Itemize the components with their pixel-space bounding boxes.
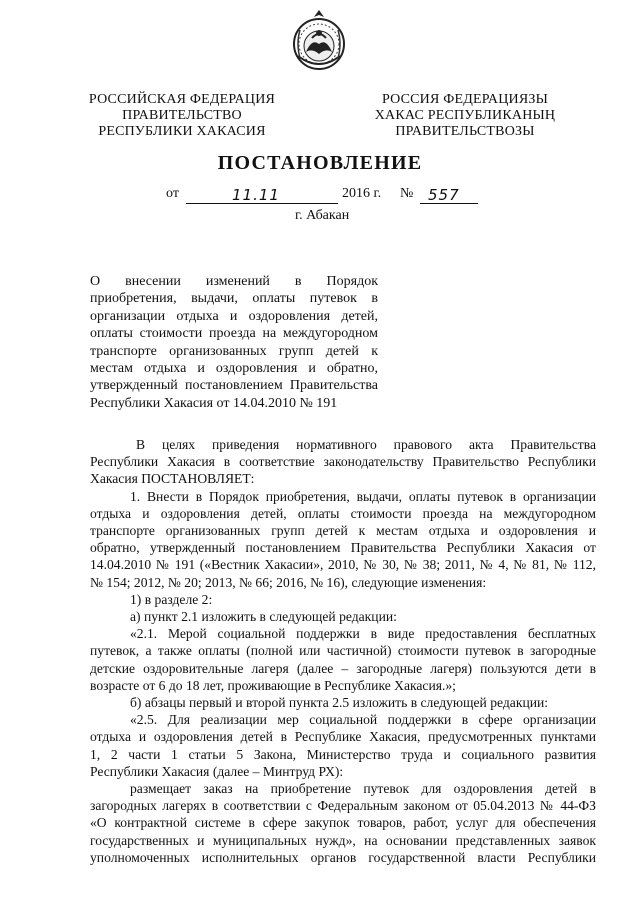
date-prefix: от: [166, 186, 179, 201]
city-name: г. Абакан: [295, 208, 350, 223]
body-line: б) абзацы первый и второй пункта 2.5 изложить в следующей редакции:: [130, 695, 549, 711]
body-line: а) пункт 2.1 изложить в следующей редакции:: [130, 609, 397, 625]
date-year: 2016 г.: [342, 186, 382, 201]
subject-line: организации отдыха и оздоровления детей,: [90, 308, 378, 324]
body-line: «2.5. Для реализации мер социальной поддержки в сфере организации: [130, 712, 596, 728]
header-left-block: [84, 92, 280, 140]
body-line: 14.04.2010 № 191 («Вестник Хакасии», 2010, № 30, № 38; 2011, № 4, № 81, № 112,: [90, 557, 596, 573]
header-left-line: РОССИЙСКАЯ ФЕДЕРАЦИЯ: [88, 92, 276, 107]
handwritten-date: 11.11: [232, 186, 280, 204]
header-left-line: РЕСПУБЛИКИ ХАКАСИЯ: [98, 124, 266, 139]
body-line: «2.1. Мерой социальной поддержки в виде предоставления бесплатных: [130, 626, 596, 642]
handwritten-number: 557: [428, 186, 460, 204]
header-right-block: [362, 92, 568, 140]
header-right-line: ХАКАС РЕСПУБЛИКАНЫҢ: [374, 108, 556, 123]
body-line: В целях приведения нормативного правового акта Правительства: [136, 437, 596, 452]
coat-of-arms-emblem: [288, 8, 350, 74]
header-right-line: ПРАВИТЕЛЬСТВОЗЫ: [395, 124, 535, 139]
body-line: 1) в разделе 2:: [130, 591, 213, 607]
body-line: путевок, а также оплаты (полной или частичной) стоимости путевок в загородные: [90, 643, 596, 659]
body-line: размещает заказ на приобретение путевок для оздоровления детей в: [130, 781, 596, 797]
subject-line: местам отдыха и оздоровления и обратно,: [90, 361, 378, 377]
document-subject: [90, 273, 378, 412]
body-line: № 154; 2012, № 20; 2013, № 66; 2016, № 16), следующие изменения:: [90, 574, 487, 590]
body-line: Хакасия ПОСТАНОВЛЯЕТ:: [90, 471, 255, 487]
body-line: «О контрактной системе в сфере закупок товаров, работ, услуг для обеспечения: [90, 815, 596, 831]
body-line: 1. Внести в Порядок приобретения, выдачи, оплаты путевок в организации: [130, 488, 596, 504]
subject-line: оплаты стоимости проезда на междугородном: [90, 326, 378, 342]
body-line: загородных лагерях в соответствии с Федеральным законом от 05.04.2013 № 44-ФЗ: [90, 798, 596, 814]
subject-line: Республики Хакасия от 14.04.2010 № 191: [90, 395, 338, 411]
header-right-line: РОССИЯ ФЕДЕРАЦИЯЗЫ: [381, 92, 549, 107]
body-line: Республики Хакасия в соответствие законодательству Правительство Республики: [90, 454, 596, 470]
subject-line: утвержденный постановлением Правительства: [90, 378, 378, 394]
body-line: 1, 2 части 1 статьи 5 Закона, Министерство труда и социального развития: [90, 746, 596, 762]
header-left-line: ПРАВИТЕЛЬСТВО: [122, 108, 242, 123]
subject-line: О внесении изменений в Порядок: [90, 274, 378, 289]
body-line: транспорте организованных групп детей к местам отдыха и оздоровления и: [90, 523, 596, 539]
body-line: государственных и муниципальных нужд», на основании представленных заявок: [90, 832, 596, 848]
body-line: отдыха и оздоровления детей в Республике Хакасия, предусмотренных пунктами: [90, 729, 596, 745]
body-line: уполномоченных исполнительных органов государственной власти Республики: [90, 849, 596, 865]
number-sign: №: [400, 186, 414, 201]
body-line: обратно, утвержденный постановлением Правительства Республики Хакасия от: [90, 540, 596, 556]
body-line: возрасте от 6 до 18 лет, проживающие в Республике Хакасия.»;: [90, 677, 456, 693]
subject-line: транспорте организованных групп детей к: [90, 343, 378, 359]
body-line: Республики Хакасия (далее – Минтруд РХ):: [90, 763, 344, 779]
document-body: [90, 436, 596, 866]
subject-line: приобретения, выдачи, оплаты путевок в: [90, 291, 378, 307]
body-line: отдыха и оздоровления детей, оплаты стоимости проезда на междугородном: [90, 505, 596, 521]
body-line: детские оздоровительные лагеря (далее – загородные лагеря) пользуются дети в: [90, 660, 596, 676]
document-title: ПОСТАНОВЛЕНИЕ: [217, 152, 423, 174]
